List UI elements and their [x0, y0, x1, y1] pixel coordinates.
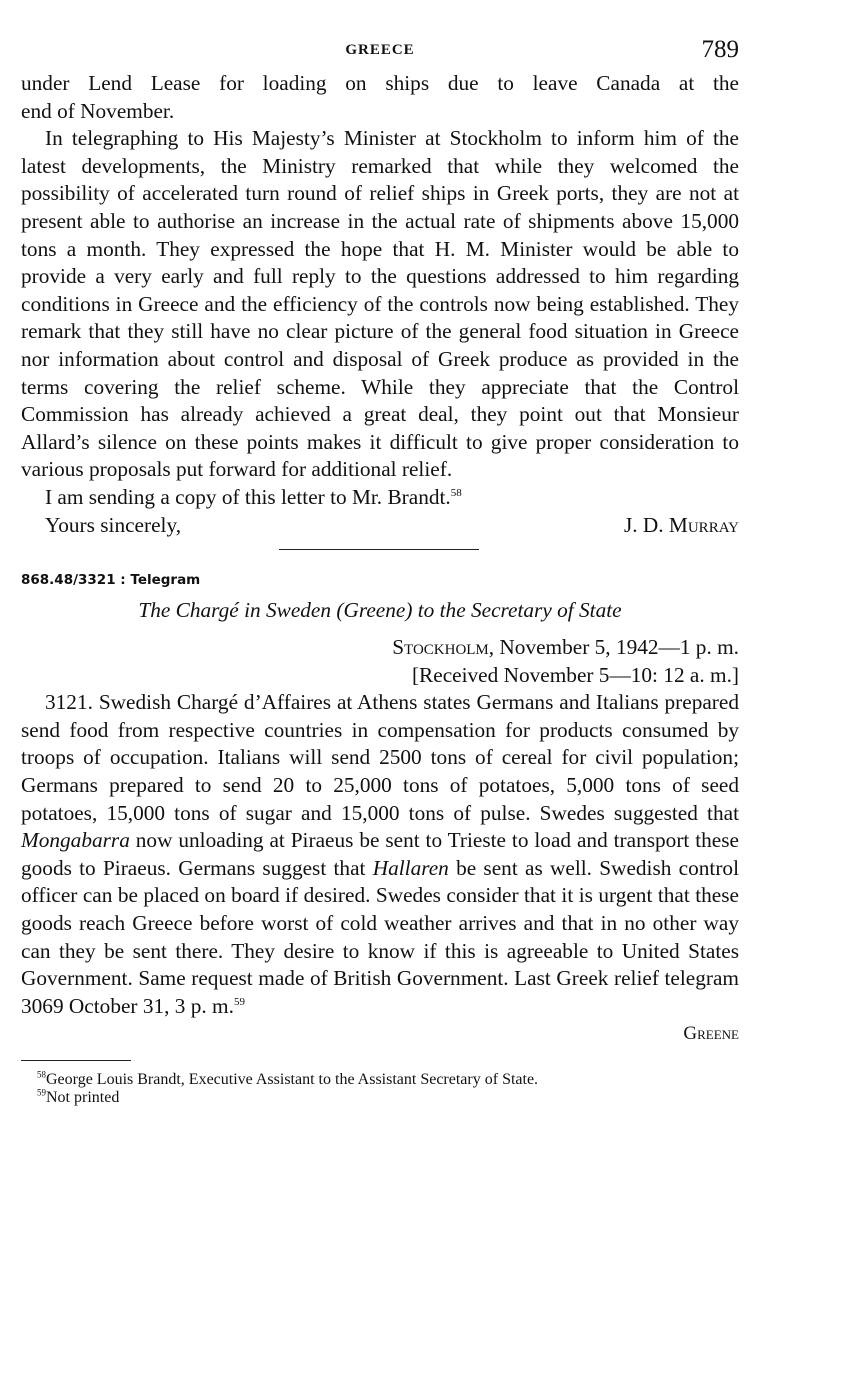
letter-line-1: under Lend Lease for loading on ships due to leave Canada at the [21, 71, 739, 95]
document-reference: 868.48/3321 : Telegram [21, 572, 201, 589]
page-header [21, 36, 739, 70]
letter-line-2: end of November. [21, 98, 175, 123]
closing-text: Yours sincerely, [45, 512, 182, 537]
cc-text: I am sending a copy of this letter to Mr. Brandt. [45, 484, 451, 509]
footnote-number: 58 [37, 1069, 46, 1080]
footnote-ref-59: 59 [233, 995, 245, 1008]
footnote-text: Not printed [46, 1089, 120, 1106]
telegram-body-part-a: 3121. Swedish Chargé d’Affaires at Athens states Germans and Italians prepared send food from respective countries in compensation for products consumed by troops of occupation. Italians will send 2500 tons of cereal for civil population; Germans prepared to send 20 to 25,000 tons of potatoes, 5,000 tons of seed potatoes, 15,000 tons of sugar and 15,000 tons of pulse. Swedes suggested that [21, 690, 739, 825]
letter-signature: J. D. Murray [623, 512, 739, 537]
document-page [21, 36, 739, 1107]
telegram-body [21, 689, 739, 1020]
footnote-divider [21, 1060, 131, 1061]
received-line: [Received November 5—10: 12 a. m.] [411, 662, 739, 687]
telegram-body-part-c: be sent as well. Swedish control officer can be placed on board if desired. Swedes consider that it is urgent that these goods reach Greece before worst of cold weather arrives and that in no other way can they be sent there. They desire to know if this is agreeable to United States Government. Same request made of British Government. Last Greek relief telegram 3069 October 31, 3 p. m. [21, 855, 739, 1018]
telegram-title: The Chargé in Sweden (Greene) to the Secretary of State [138, 598, 622, 623]
footnotes [21, 1071, 739, 1107]
footnote-number: 59 [37, 1087, 46, 1098]
telegram-signature: Greene [683, 1023, 739, 1045]
letter-cc-line [21, 484, 739, 512]
ship-name-mongabarra: Mongabarra [21, 828, 130, 853]
dateline [21, 634, 739, 662]
footnote-59 [21, 1089, 739, 1107]
letter-closing-row [21, 512, 739, 540]
footnote-text: George Louis Brandt, Executive Assistant to the Assistant Secretary of State. [46, 1071, 539, 1088]
footnote-58 [21, 1071, 739, 1089]
footnote-ref-58: 58 [450, 486, 462, 499]
dateline-date: , November 5, 1942—1 p. m. [488, 635, 739, 660]
letter-continuation [21, 70, 739, 539]
section-divider [279, 549, 479, 550]
letter-paragraph: In telegraphing to His Majesty’s Minister at Stockholm to inform him of the latest developments, the Ministry remarked that while they welcomed the possibility of accelerated turn round of relief ships in Greek ports, they are not at present able to authorise an increase in the actual rate of shipments above 15,000 tons a month. They expressed the hope that H. M. Minister would be able to provide a very early and full reply to the questions addressed to him regarding conditions in Greece and the efficiency of the controls now being established. They remark that they still have no clear picture of the general food situation in Greece nor information about control and disposal of Greek produce as provided in the terms covering the relief scheme. While they appreciate that the Control Commission has already achieved a great deal, they point out that Monsieur Allard’s silence on these points makes it difficult to give proper consideration to various proposals put forward for additional relief. [21, 126, 739, 482]
telegram-body-part-b: now unloading at Piraeus be sent to Trieste to load and transport these goods to Piraeus. Germans suggest that [21, 828, 739, 880]
telegram-section [21, 570, 739, 1048]
dateline-place: Stockholm [392, 635, 489, 660]
page-number: 789 [701, 36, 739, 63]
ship-name-hallaren: Hallaren [372, 855, 449, 880]
running-head: GREECE [345, 42, 415, 58]
